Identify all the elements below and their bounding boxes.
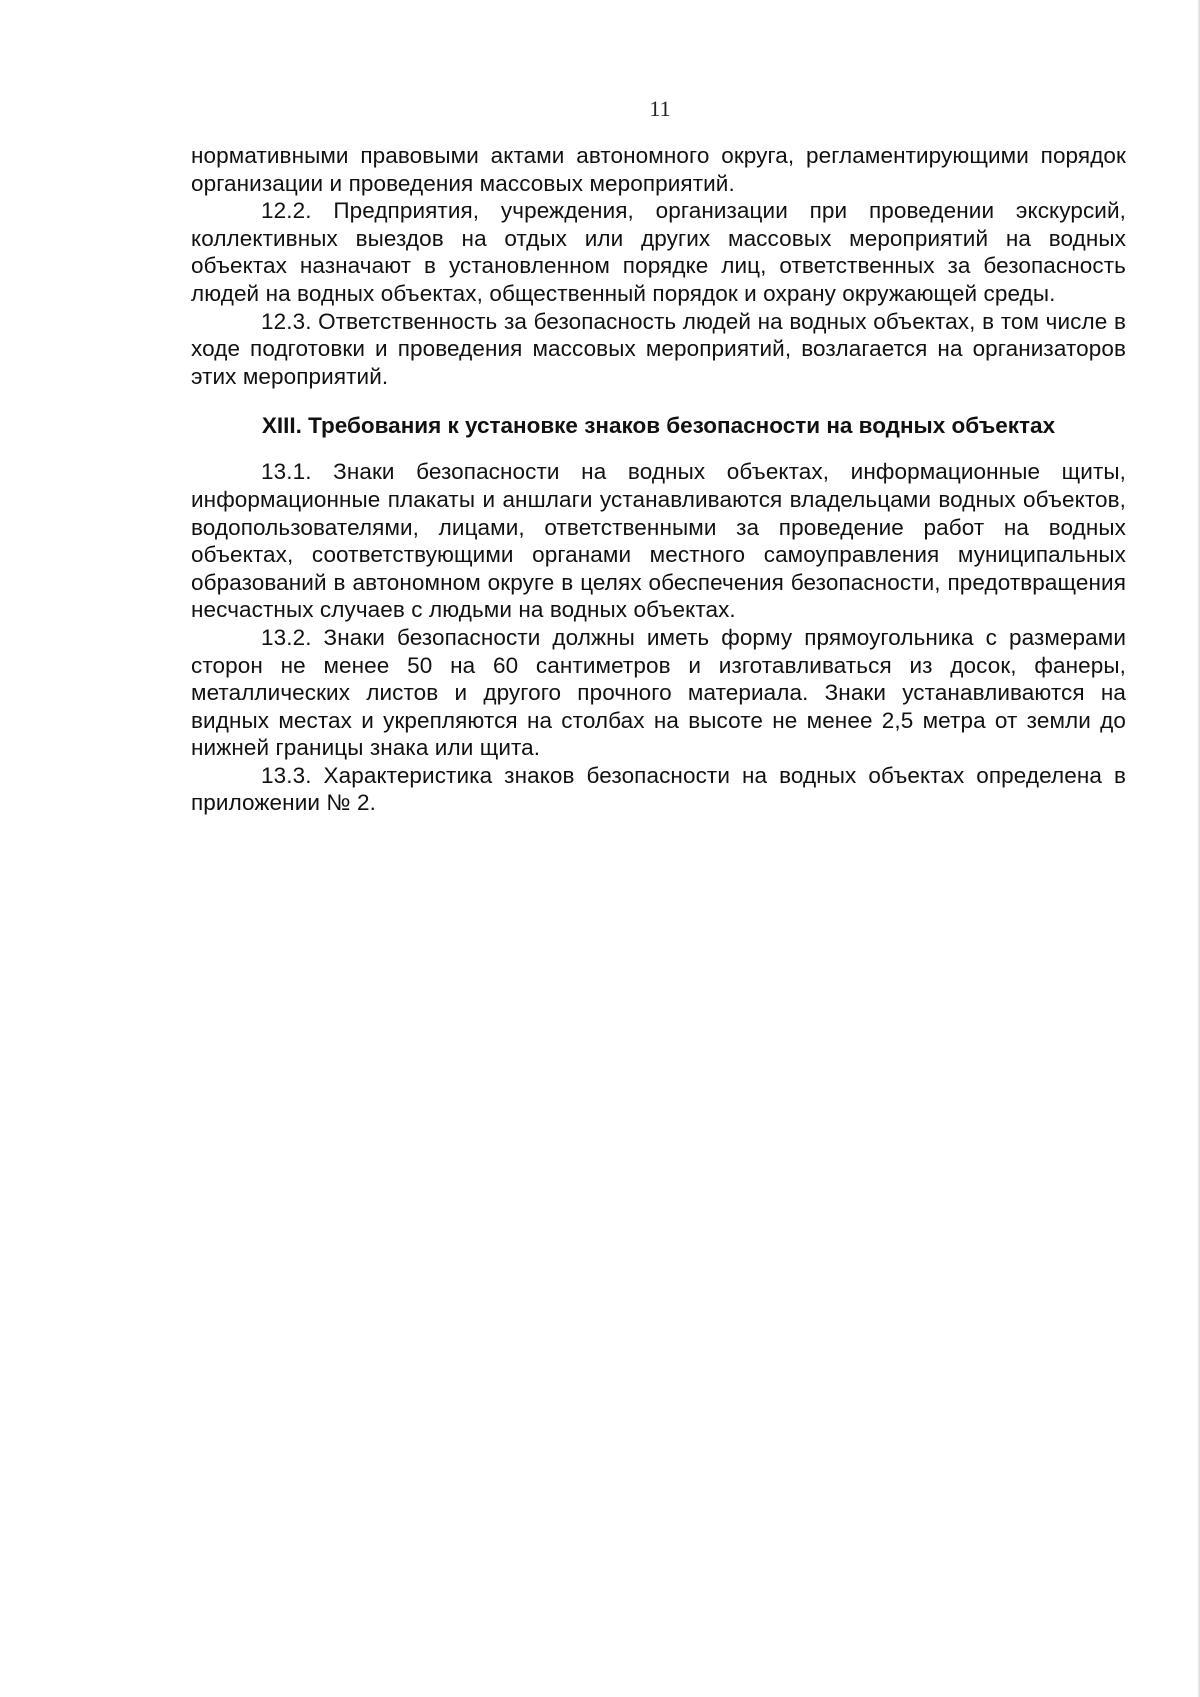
paragraph-13-3: 13.3. Характеристика знаков безопасности на водных объектах определена в приложении № 2. — [191, 762, 1126, 816]
paragraph-12-3: 12.3. Ответственность за безопасность людей на водных объектах, в том числе в ходе подготовки и проведения массовых мероприятий, возлагается на организаторов этих мероприятий. — [191, 308, 1126, 389]
paragraph-13-2: 13.2. Знаки безопасности должны иметь форму прямоугольника с размерами сторон не менее 50 на 60 сантиметров и изготавливаться из досок, фанеры, металлических листов и другого прочного материала. Знаки устанавливаются на видных местах и укрепляются на столбах на высоте не менее 2,5 метра от земли до нижней границы знака или щита. — [191, 624, 1126, 761]
paragraph-13-1: 13.1. Знаки безопасности на водных объектах, информационные щиты, информационные плакаты и аншлаги устанавливаются владельцами водных объектов, водопользователями, лицами, ответственными за проведение работ на водных объектах, соответствующими органами местного самоуправления муниципальных образований в автономном округе в целях обеспечения безопасности, предотвращения несчастных случаев с людьми на водных объектах. — [191, 459, 1126, 623]
document-body — [191, 142, 1126, 817]
paragraph-12-2: 12.2. Предприятия, учреждения, организации при проведении экскурсий, коллективных выездов на отдых или других массовых мероприятий на водных объектах назначают в установленном порядке лиц, ответственных за безопасность людей на водных объектах, общественный порядок и охрану окружающей среды. — [191, 198, 1126, 306]
section-heading: XIII. Требования к установке знаков безопасности на водных объектах — [261, 413, 1056, 439]
paragraph-continuation: нормативными правовыми актами автономного округа, регламентирующими порядок организации и проведения массовых мероприятий. — [191, 143, 1126, 196]
page-number: 11 — [649, 96, 671, 121]
